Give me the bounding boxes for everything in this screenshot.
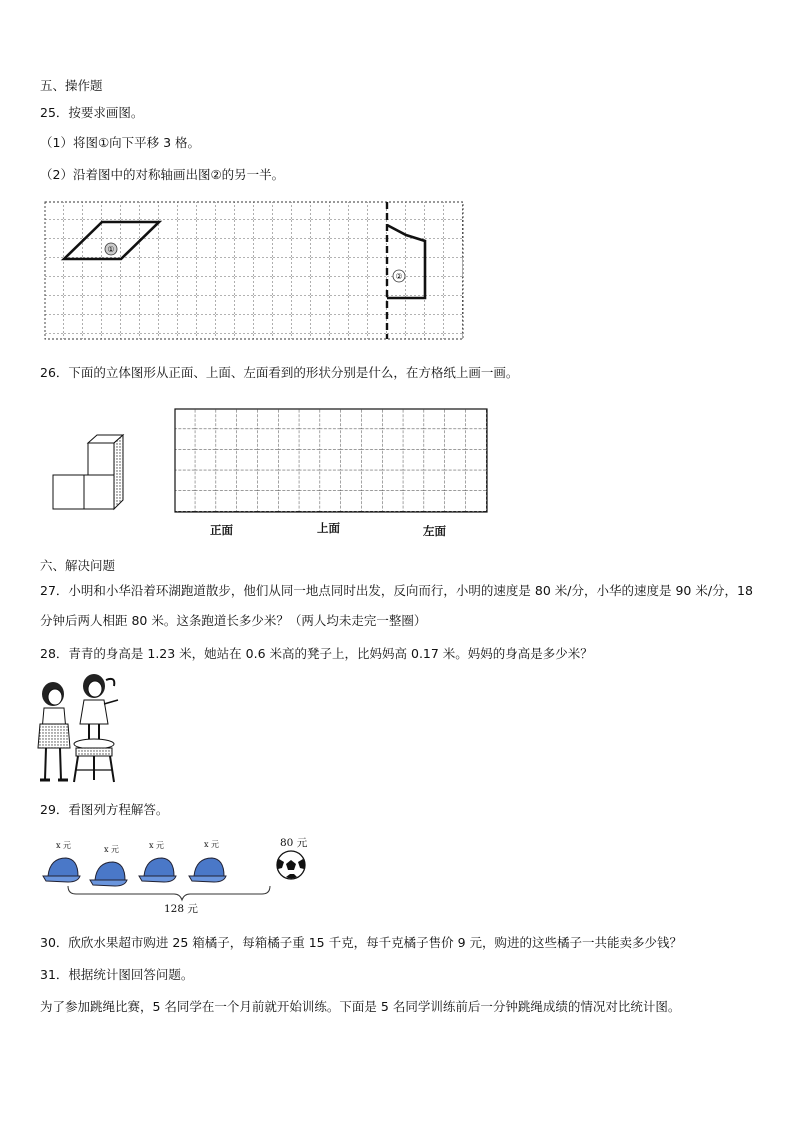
q31-title: 31．根据统计图回答问题。 — [40, 967, 194, 982]
section-six-title: 六、解决问题 — [40, 558, 116, 573]
q25-title: 25．按要求画图。 — [40, 105, 144, 120]
q25-sub2: （2）沿着图中的对称轴画出图②的另一半。 — [40, 167, 285, 182]
cube-solid-figure — [50, 434, 130, 514]
view-label-left: 左面 — [423, 524, 446, 538]
total-brace — [68, 886, 270, 900]
mother-daughter-illustration — [36, 672, 136, 788]
shape-2-label: ② — [395, 272, 403, 281]
cap-icon — [90, 862, 127, 886]
q25-sub1: （1）将图①向下平移 3 格。 — [40, 135, 201, 150]
cap-price-4: x 元 — [204, 840, 220, 849]
soccer-ball-icon — [277, 851, 305, 879]
ball-price: 80 元 — [280, 837, 308, 849]
cap-price-1: x 元 — [56, 841, 72, 850]
cap-icon — [43, 858, 80, 882]
caps-total: 128 元 — [164, 903, 198, 915]
q29-title: 29．看图列方程解答。 — [40, 802, 169, 817]
cap-price-2: x 元 — [104, 845, 120, 854]
shape-1-label: ① — [107, 245, 115, 254]
view-label-top: 上面 — [317, 521, 340, 535]
q30-text: 30．欣欣水果超市购进 25 箱橘子，每箱橘子重 15 千克，每千克橘子售价 9 元，购进的这些橘子一共能卖多少钱？ — [40, 935, 683, 950]
q28-text: 28．青青的身高是 1.23 米，她站在 0.6 米高的凳子上，比妈妈高 0.17 米。妈妈的身高是多少米？ — [40, 646, 593, 661]
q31-text: 为了参加跳绳比赛，5 名同学在一个月前就开始训练。下面是 5 名同学训练前后一分钟跳绳成绩的情况对比统计图。 — [40, 999, 681, 1014]
q26-drawing-grid — [174, 408, 490, 520]
section-five-title: 五、操作题 — [40, 78, 103, 93]
view-label-front: 正面 — [210, 523, 233, 537]
cap-icon — [139, 858, 176, 882]
q26-title: 26．下面的立体图形从正面、上面、左面看到的形状分别是什么，在方格纸上画一画。 — [40, 365, 519, 380]
cap-price-3: x 元 — [149, 841, 165, 850]
cap-icon — [189, 858, 226, 882]
q27-text: 27．小明和小华沿着环湖跑道散步，他们从同一地点同时出发，反向而行，小明的速度是 80 米/分，小华的速度是 90 米/分，18 分钟后两人相距 80 米。这条跑道长多少米？（两人均未走完一整圈） — [40, 583, 753, 628]
q25-grid-figure — [44, 200, 468, 342]
